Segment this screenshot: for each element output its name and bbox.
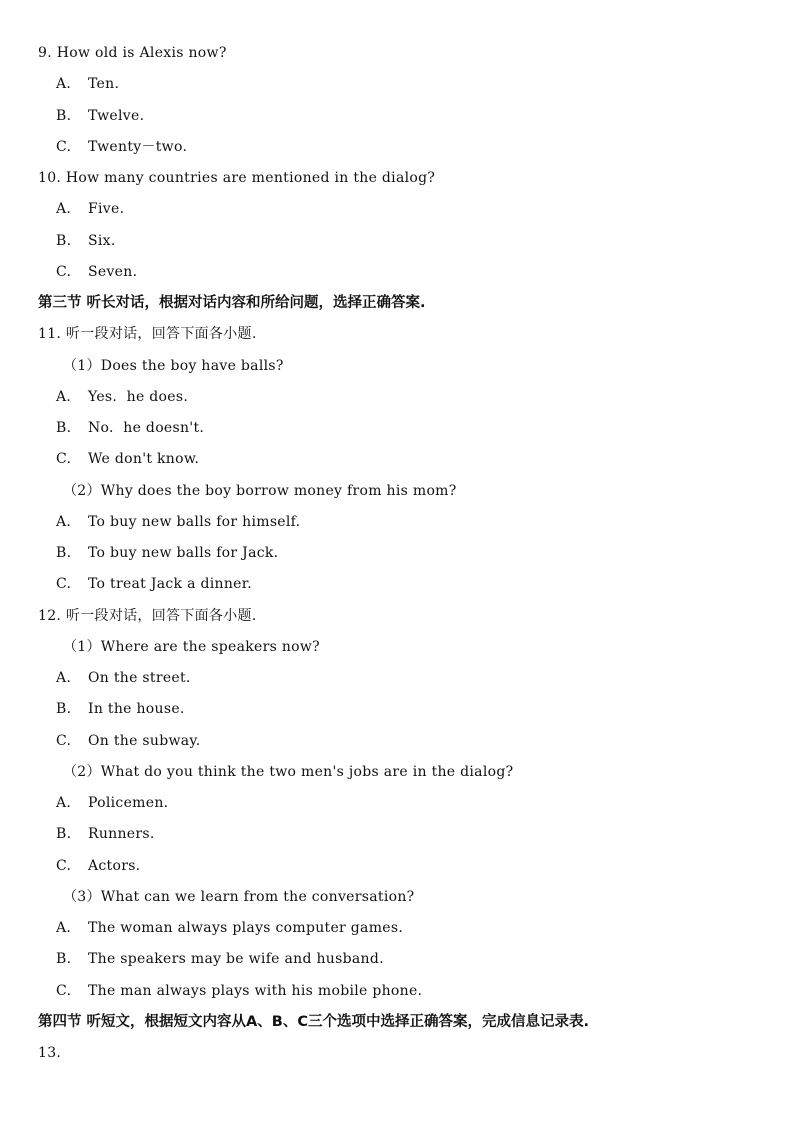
option-letter: B. [56,701,72,718]
answer-option [56,976,774,1007]
answer-option [56,507,774,538]
option-letter: C. [56,263,72,280]
option-text: Runners. [88,826,155,843]
answer-option [56,257,774,288]
answer-option [56,569,774,600]
answer-option [56,694,774,725]
option-letter: B. [56,420,72,436]
option-text: Twelve. [88,107,145,124]
option-text: On the street. [88,670,191,686]
answer-option [56,819,774,850]
option-letter: B. [56,545,72,561]
option-letter: A. [56,388,72,405]
option-letter: B. [56,951,72,968]
option-text: To treat Jack a dinner. [88,576,252,593]
option-text: Five. [88,201,125,218]
question-stem: 10. How many countries are mentioned in the dialog? [38,170,436,186]
option-text: Seven. [88,263,138,280]
answer-option [56,944,774,975]
question-stem: 13. [38,1045,62,1061]
option-letter: A. [56,201,72,218]
option-letter: C. [56,732,72,749]
option-text: Yes. he does. [88,388,189,405]
option-text: Actors. [88,857,141,874]
option-text: The woman always plays computer games. [88,920,404,936]
answer-option [56,913,774,944]
answer-option [56,101,774,132]
answer-option [56,413,774,444]
sub-question: （2）What do you think the two men's jobs are in the dialog? [63,763,514,780]
sub-question: （2）Why does the boy borrow money from his mom? [63,482,457,499]
question-stem: 12. 听一段对话，回答下面各小题. [38,607,257,624]
question-stem: 9. How old is Alexis now? [38,45,227,61]
option-text: Six. [88,232,116,249]
answer-option [56,444,774,475]
option-text: On the subway. [88,732,201,749]
option-text: To buy new balls for himself. [88,513,301,530]
answer-option [56,538,774,569]
sub-question: （1）Does the boy have balls? [63,357,284,374]
option-text: Policemen. [88,795,169,811]
option-letter: C. [56,451,72,468]
section-heading: 第三节 听长对话，根据对话内容和所给问题，选择正确答案. [38,295,426,311]
answer-option [56,663,774,694]
option-text: The man always plays with his mobile phone. [88,982,423,999]
option-letter: B. [56,107,72,124]
option-text: Twenty－two. [88,138,188,155]
option-letter: C. [56,576,72,593]
option-letter: C. [56,138,72,155]
question-stem: 11. 听一段对话，回答下面各小题. [38,326,257,343]
answer-option [56,226,774,257]
option-letter: A. [56,670,72,686]
option-letter: A. [56,920,72,936]
option-letter: A. [56,795,72,811]
option-letter: A. [56,76,72,93]
sub-question: （3）What can we learn from the conversation? [63,888,415,905]
section-heading: 第四节 听短文，根据短文内容从A、B、C三个选项中选择正确答案，完成信息记录表. [38,1013,589,1030]
answer-option [56,788,774,819]
sub-question: （1）Where are the speakers now? [63,638,320,655]
answer-option [56,194,774,225]
answer-option [56,726,774,757]
option-letter: C. [56,857,72,874]
option-letter: A. [56,513,72,530]
option-letter: C. [56,982,72,999]
option-text: Ten. [88,76,120,93]
option-letter: B. [56,232,72,249]
option-text: No. he doesn't. [88,420,205,436]
answer-option [56,382,774,413]
option-text: The speakers may be wife and husband. [88,951,384,968]
answer-option [56,851,774,882]
option-letter: B. [56,826,72,843]
answer-option [56,69,774,100]
option-text: We don't know. [88,451,200,468]
answer-option [56,132,774,163]
option-text: To buy new balls for Jack. [88,545,279,561]
option-text: In the house. [88,701,185,718]
